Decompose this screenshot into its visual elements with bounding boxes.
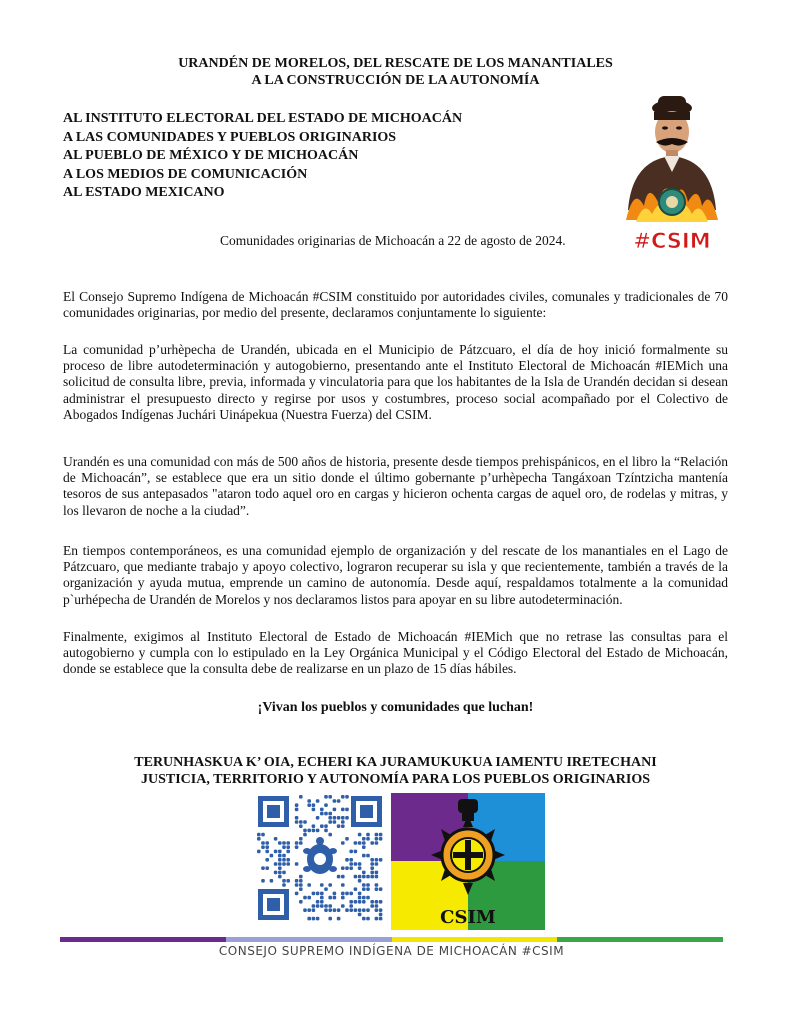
paragraph-1: El Consejo Supremo Indígena de Michoacán #CSIM constituido por autoridades civiles, comunales y tradicionales de 70 comunidades originarias, por medio del presente, declaramos conjuntamente lo siguiente: — [63, 289, 728, 321]
paragraph-5: Finalmente, exigimos al Instituto Electoral de Estado de Michoacán #IEMich que no retrase las consultas para el autogobierno y cumpla con lo estipulado en la Ley Orgánica Municipal y el Código Electoral del Estado de Michoacán, donde se establece que la consulta debe de realizarse en un plazo de 15 días hábiles. — [63, 629, 728, 677]
document-title — [80, 55, 711, 89]
emblem-label: CSIM — [440, 907, 496, 928]
closing-cry: ¡Vivan los pueblos y comunidades que luchan! — [257, 700, 534, 715]
footer-bar-segment — [60, 937, 226, 942]
recipient: A LOS MEDIOS DE COMUNICACIÓN — [63, 166, 308, 182]
title-line: URANDÉN DE MORELOS, DEL RESCATE DE LOS MANANTIALES — [178, 56, 613, 71]
footer-bar-segment — [226, 937, 392, 942]
recipient: AL INSTITUTO ELECTORAL DEL ESTADO DE MICHOACÁN — [63, 111, 463, 126]
paragraph-4: En tiempos contemporáneos, es una comunidad ejemplo de organización y del rescate de los manantiales en el Lago de Pátzcuaro, que mediante trabajo y apoyo colectivo, lograron recuperar su isla y que recientemente, también a través de la organización y ayuda mutua, emprende un camino de autonomía. Desde aquí, respaldamos totalmente a la comunidad p`urhépecha de Urandén de Morelos y nos declaramos listos para apoyar en su libre autodeterminación. — [63, 543, 728, 607]
dateline: Comunidades originarias de Michoacán a 22 de agosto de 2024. — [220, 233, 566, 248]
qr-code — [255, 793, 385, 923]
csim-emblem — [391, 793, 545, 930]
recipients-list — [63, 110, 462, 203]
footer-bar-segment — [557, 937, 723, 942]
footer-text: CONSEJO SUPREMO INDÍGENA DE MICHOACÁN #CSIM — [218, 944, 565, 958]
csim-hashtag-logo: #CSIM — [633, 229, 711, 253]
zapata-portrait-logo — [618, 90, 726, 255]
paragraph-2: La comunidad p’urhèpecha de Urandén, ubicada en el Municipio de Pátzcuaro, el día de hoy inició formalmente su proceso de libre autodeterminación y autogobierno, presentando ante el Instituto Electoral de Michoacán #IEMich una solicitud de consulta libre, previa, informada y vinculatoria para que los habitantes de la Isla de Urandén decidan si desean administrar el presupuesto directo y regirse por usos y costumbres, proceso social acompañado por el Colectivo de Abogados Indígenas Juchári Uinápekua (Nuestra Fuerza) del CSIM. — [63, 342, 728, 422]
recipient: AL ESTADO MEXICANO — [63, 185, 225, 200]
slogan — [63, 754, 728, 788]
slogan-line: JUSTICIA, TERRITORIO Y AUTONOMÍA PARA LOS PUEBLOS ORIGINARIOS — [140, 772, 651, 787]
title-line: A LA CONSTRUCCIÓN DE LA AUTONOMÍA — [251, 73, 540, 88]
recipient: A LAS COMUNIDADES Y PUEBLOS ORIGINARIOS — [63, 129, 397, 145]
recipient: AL PUEBLO DE MÉXICO Y DE MICHOACÁN — [63, 148, 359, 163]
slogan-line: TERUNHASKUA K’ OIA, ECHERI KA JURAMUKUKUA IAMENTU IRETECHANI — [134, 755, 657, 770]
footer-bar-segment — [392, 937, 558, 942]
paragraph-3: Urandén es una comunidad con más de 500 años de historia, presente desde tiempos prehispánicos, en el libro la “Relación de Michoacán”, se establece que era un sitio donde el último gobernante p’urhèpecha Tangáxoan Tzíntzicha mantenía tesoros de sus antepasados "ataron todo aquel oro en cargas y hicieron ochenta cargas de aquel oro, de rodelas y mitras, y los llevaron de noche a la ciudad”. — [63, 454, 728, 518]
footer-color-bar — [60, 937, 723, 942]
